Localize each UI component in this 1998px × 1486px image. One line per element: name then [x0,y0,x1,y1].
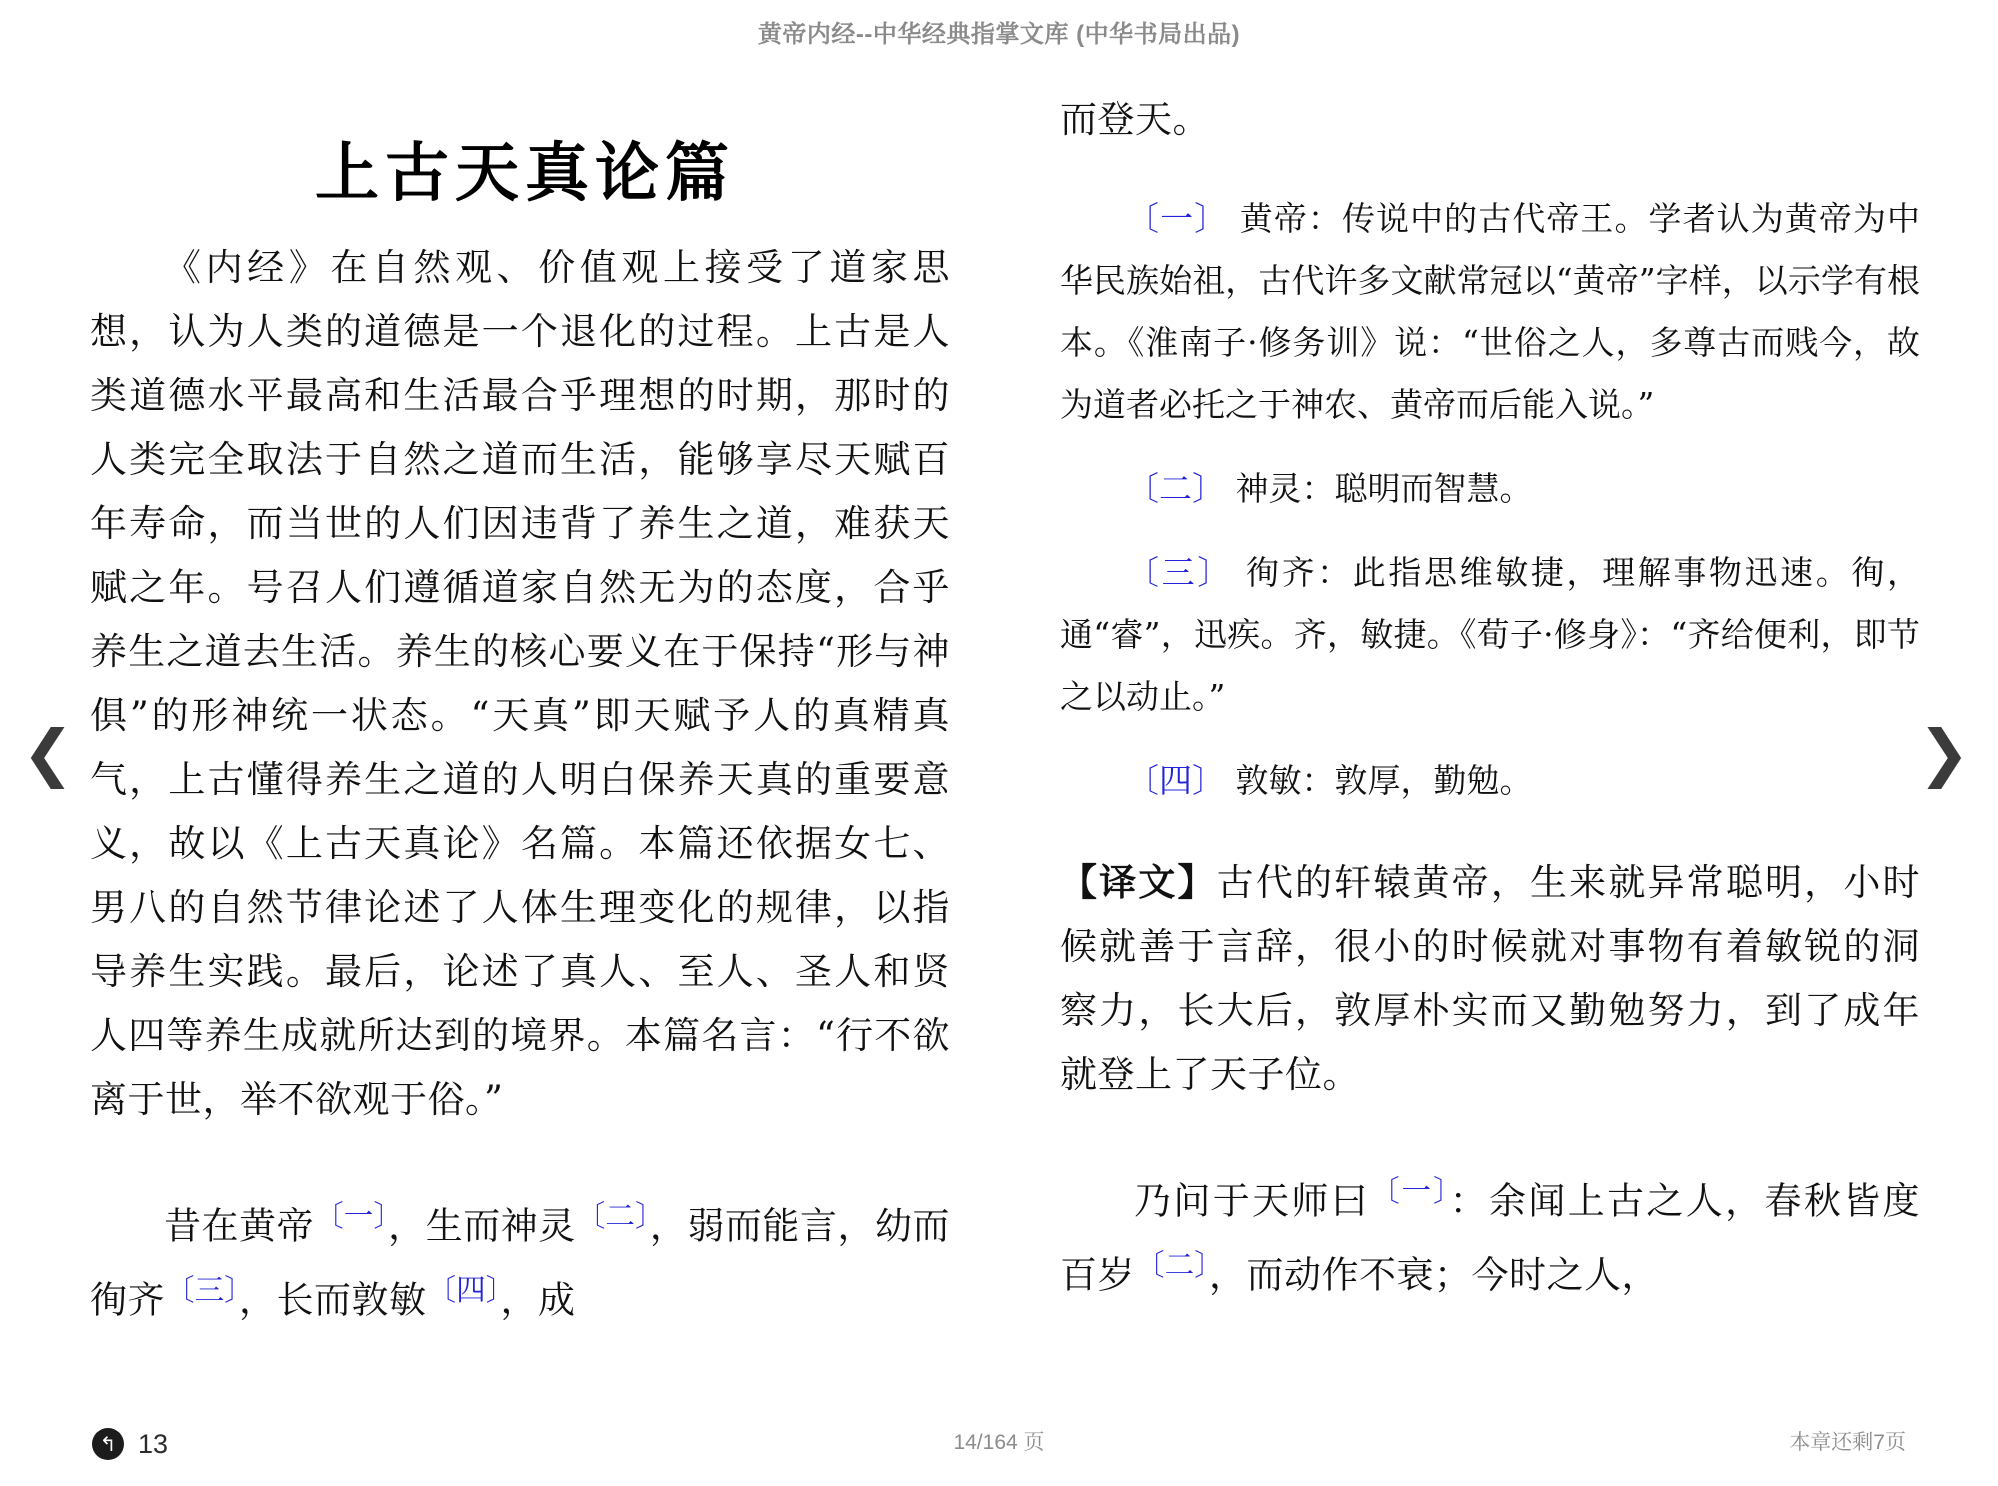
footnote-marker-2-label[interactable]: 〔二〕 [1126,469,1225,508]
classic2-segment-2: ：余闻上古之人，春秋皆度百岁 [1060,1179,1920,1297]
next-page-chevron-icon[interactable]: ❯ [1918,716,1970,789]
page-indicator: 14/164 页 [953,1431,1045,1454]
classic-text-segment-4: ，长而敦敏 [238,1278,427,1322]
translation-label: 【译文】 [1060,860,1217,904]
footnote-marker-5[interactable]: 〔一〕 [1370,1174,1450,1208]
footnote-text-4: 敦敏：敦厚，勤勉。 [1235,761,1533,800]
classic-text-segment-3: ，弱而能言，幼而徇齐 [90,1204,950,1322]
classic2-segment-1: 乃问于天师曰 [1134,1179,1371,1223]
footnote-entry-2 [1060,458,1920,520]
header-bar [0,0,1998,62]
footnote-marker-1[interactable]: 〔一〕 [314,1199,389,1233]
translation-paragraph [1060,850,1920,1107]
right-column [1060,62,1920,1386]
translation-text: 古代的轩辕黄帝，生来就异常聪明，小时候就善于言辞，很小的时候就对事物有着敏锐的洞察力，长大后，敦厚朴实而又勤勉努力，到了成年就登上了天子位。 [1060,861,1920,1096]
footnote-marker-6[interactable]: 〔二〕 [1135,1248,1209,1283]
book-title: 黄帝内经--中华经典指掌文库 (中华书局出品) [757,20,1241,48]
footer-bar [0,1386,1998,1486]
chapter-title: 上古天真论篇 [315,136,735,211]
left-column [90,62,950,1386]
classic-text-paragraph-2 [1060,1159,1920,1308]
back-arrow-icon[interactable]: ↰ [92,1428,124,1460]
classic2-segment-3: ，而动作不衰；今时之人， [1208,1253,1659,1297]
footnote-marker-4[interactable]: 〔四〕 [426,1273,501,1308]
classic-text-paragraph [90,1184,950,1333]
footnote-marker-3-label[interactable]: 〔三〕 [1126,553,1233,592]
footnote-text-2: 神灵：聪明而智慧。 [1235,469,1533,508]
intro-paragraph: 《内经》在自然观、价值观上接受了道家思想，认为人类的道德是一个退化的过程。上古是人类道德水平最高和生活最合乎理想的时期，那时的人类完全取法于自然之道而生活，能够享尽天赋百年寿命，而当世的人们因违背了养生之道，难获天赋之年。号召人们遵循道家自然无为的态度，合乎养生之道去生活。养生的核心要义在于保持“形与神俱”的形神统一状态。“天真”即天赋予人的真精真气，上古懂得养生之道的人明白保养天真的重要意义，故以《上古天真论》名篇。本篇还依据女七、男八的自然节律论述了人体生理变化的规律，以指导养生实践。最后，论述了真人、至人、圣人和贤人四等养生成就所达到的境界。本篇名言：“行不欲离于世，举不欲观于俗。” [90,246,950,1121]
classic-text-segment-2: ，生而神灵 [388,1204,576,1248]
footnote-text-3: 徇齐：此指思维敏捷，理解事物迅速。徇，通“睿”，迅疾。齐，敏捷。《荀子·修身》：“齐给便利，即节之以动止。” [1060,553,1920,716]
footnote-text-1: 黄帝：传说中的古代帝王。学者认为黄帝为中华民族始祖，古代许多文献常冠以“黄帝”字样，以示学有根本。《淮南子·修务训》说：“世俗之人，多尊古而贱今，故为道者必托之于神农、黄帝而后能入说。” [1060,199,1920,424]
footnote-marker-4-label[interactable]: 〔四〕 [1126,761,1225,800]
footnote-marker-3[interactable]: 〔三〕 [165,1273,239,1308]
page-columns [0,62,1998,1386]
footnote-entry-3 [1060,542,1920,728]
footnote-marker-1-label[interactable]: 〔一〕 [1126,199,1229,238]
classic-text-segment-5: ，成 [500,1278,576,1322]
footnote-entry-4 [1060,750,1920,812]
prev-page-chevron-icon[interactable]: ❮ [22,716,74,789]
bookmark-count: 13 [138,1428,169,1459]
classic-text-segment-1: 昔在黄帝 [164,1204,315,1248]
continuation-text: 而登天。 [1060,98,1210,141]
footnote-marker-2[interactable]: 〔二〕 [575,1199,650,1233]
chapter-remaining-label: 本章还剩7页 [1789,1431,1906,1454]
footnote-entry-1 [1060,188,1920,436]
